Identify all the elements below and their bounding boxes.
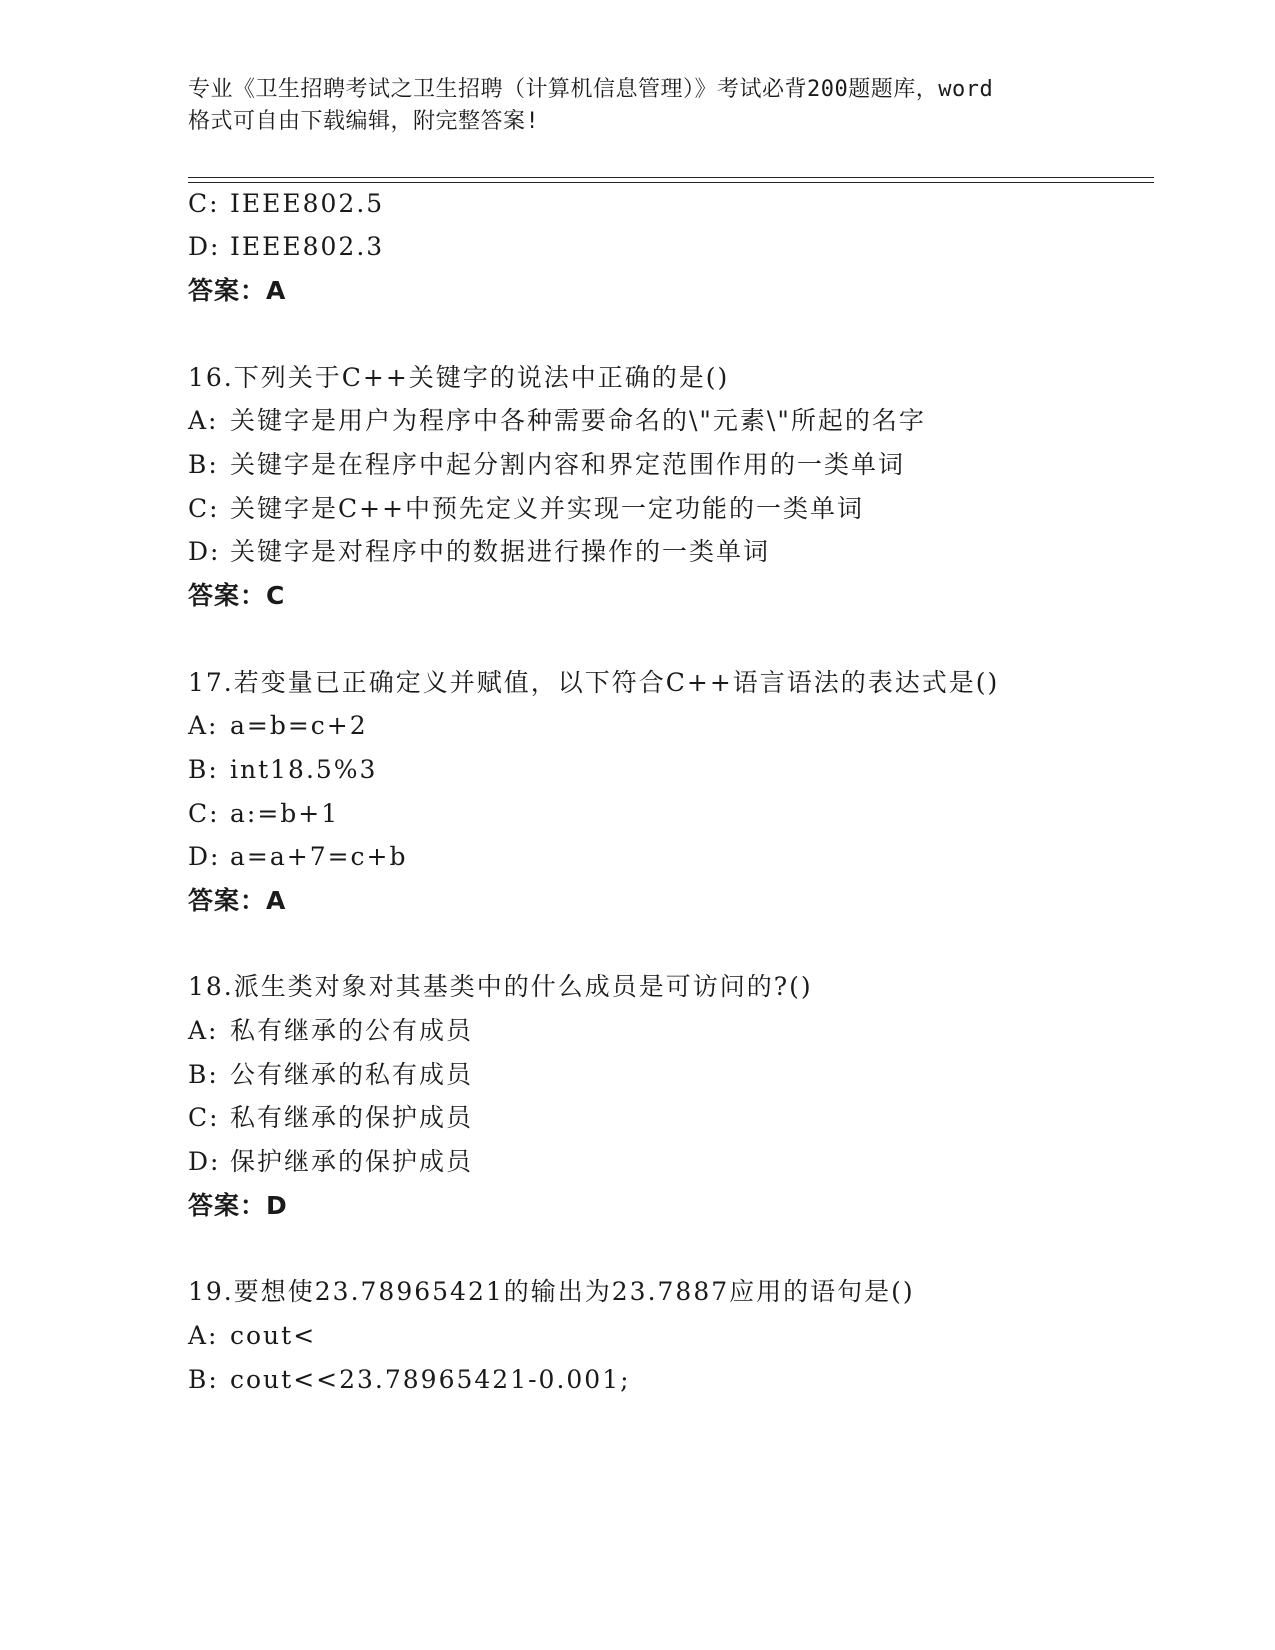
header-line-2: 格式可自由下载编辑，附完整答案! <box>188 109 540 134</box>
option-line <box>188 799 339 829</box>
answer-line: 答案：A <box>188 276 287 305</box>
option-line <box>188 842 408 872</box>
option-line <box>188 1060 473 1090</box>
question-stem: 18.派生类对象对其基类中的什么成员是可访问的?() <box>188 972 813 1001</box>
header-rule-bottom <box>188 182 1154 183</box>
option-text: a=b=c+2 <box>230 711 368 740</box>
option-text: 关键字是C++中预先定义并实现一定功能的一类单词 <box>230 494 865 523</box>
option-label: A: <box>188 711 219 740</box>
option-line <box>188 1103 473 1133</box>
option-text: 私有继承的保护成员 <box>230 1103 474 1132</box>
option-text: cout< <box>230 1321 317 1350</box>
option-line <box>188 537 770 567</box>
option-text: 私有继承的公有成员 <box>230 1016 474 1045</box>
option-text: 关键字是对程序中的数据进行操作的一类单词 <box>230 537 771 566</box>
document-header <box>188 74 1088 138</box>
option-text: int18.5%3 <box>230 755 378 784</box>
option-text: IEEE802.5 <box>230 189 385 218</box>
option-text: cout<<23.78965421-0.001; <box>230 1365 631 1394</box>
option-label: D: <box>188 537 221 566</box>
option-line <box>188 1016 473 1046</box>
answer-line: 答案：C <box>188 581 286 610</box>
option-line <box>188 494 864 524</box>
option-label: A: <box>188 1321 219 1350</box>
option-label: C: <box>188 189 220 218</box>
option-text: a=a+7=c+b <box>230 842 408 871</box>
option-label: C: <box>188 1103 220 1132</box>
answer-line: 答案：A <box>188 886 287 915</box>
option-label: B: <box>188 755 219 784</box>
option-text: 公有继承的私有成员 <box>230 1060 474 1089</box>
option-label: A: <box>188 1016 219 1045</box>
option-label: D: <box>188 842 221 871</box>
option-label: B: <box>188 1060 219 1089</box>
option-line <box>188 406 926 436</box>
option-line <box>188 1321 316 1351</box>
question-stem: 17.若变量已正确定义并赋值，以下符合C++语言语法的表达式是() <box>188 668 1000 697</box>
option-line <box>188 189 384 219</box>
option-text: a:=b+1 <box>230 799 340 828</box>
option-text: 关键字是在程序中起分割内容和界定范围作用的一类单词 <box>230 450 906 479</box>
option-label: B: <box>188 450 219 479</box>
header-line-1: 专业《卫生招聘考试之卫生招聘（计算机信息管理）》考试必背200题题库，word <box>188 77 994 102</box>
option-label: B: <box>188 1365 219 1394</box>
option-line <box>188 1147 473 1177</box>
option-label: C: <box>188 799 220 828</box>
answer-line: 答案：D <box>188 1191 288 1220</box>
option-label: C: <box>188 494 220 523</box>
option-text: 保护继承的保护成员 <box>230 1147 474 1176</box>
option-label: D: <box>188 1147 221 1176</box>
header-rule-top <box>188 177 1154 178</box>
option-label: A: <box>188 406 219 435</box>
option-label: D: <box>188 232 221 261</box>
question-stem: 19.要想使23.78965421的输出为23.7887应用的语句是() <box>188 1277 915 1306</box>
option-line <box>188 755 377 785</box>
option-text: IEEE802.3 <box>230 232 385 261</box>
option-line <box>188 1365 631 1395</box>
option-text: 关键字是用户为程序中各种需要命名的\"元素\"所起的名字 <box>230 406 926 435</box>
option-line <box>188 711 368 741</box>
option-line <box>188 232 384 262</box>
option-line <box>188 450 905 480</box>
question-stem: 16.下列关于C++关键字的说法中正确的是() <box>188 363 730 392</box>
